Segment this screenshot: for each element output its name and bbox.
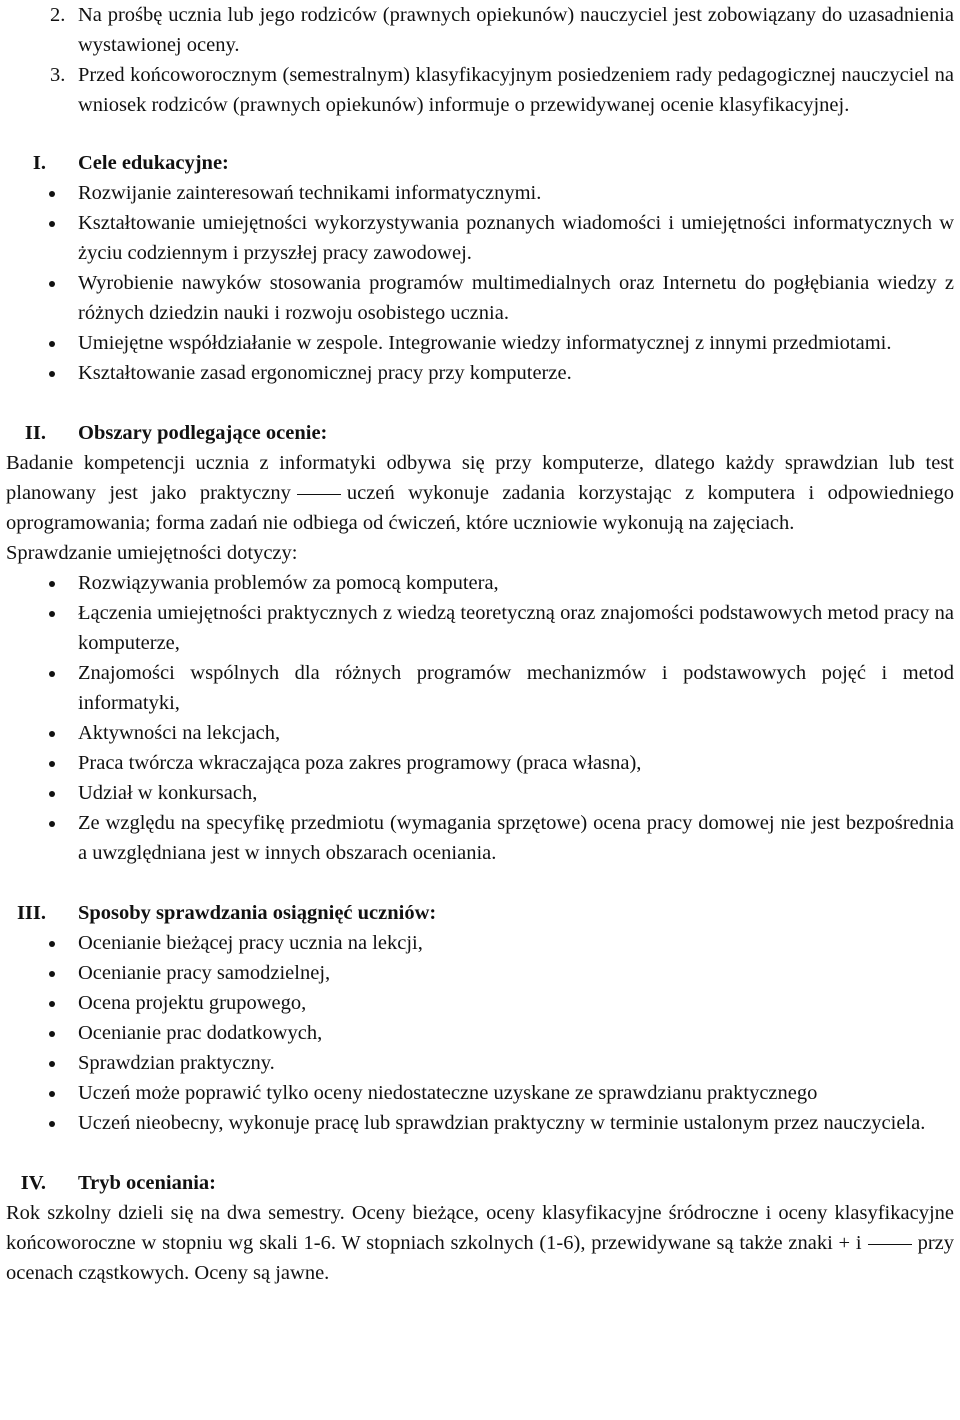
item-number: 2.: [50, 4, 66, 26]
bullet-icon: [49, 611, 55, 617]
bullet-icon: [49, 371, 55, 377]
list-item: Ocenianie bieżącej pracy ucznia na lekcji,: [6, 928, 954, 958]
bullet-icon: [49, 281, 55, 287]
list-item: Rozwijanie zainteresowań technikami informatycznymi.: [6, 178, 954, 208]
list-item: Łączenia umiejętności praktycznych z wiedzą teoretyczną oraz znajomości podstawowych metod pracy na komputerze,: [6, 598, 954, 658]
bullet-icon: [49, 971, 55, 977]
item-text: Na prośbę ucznia lub jego rodziców (prawnych opiekunów) nauczyciel jest zobowiązany do uzasadnienia wystawionej oceny.: [78, 4, 954, 56]
section-title: Tryb oceniania:: [78, 1172, 216, 1194]
section-title: Cele edukacyjne:: [78, 152, 229, 174]
section-number: IV.: [20, 1172, 46, 1194]
section-heading-assessment-areas: [6, 418, 954, 448]
bullet-icon: [49, 821, 55, 827]
section-heading-goals: [6, 148, 954, 178]
section-heading-methods: [6, 898, 954, 928]
section-heading-grading-mode: [6, 1168, 954, 1198]
list-item: Aktywności na lekcjach,: [6, 718, 954, 748]
section-title: Sposoby sprawdzania osiągnięć uczniów:: [78, 902, 437, 924]
dash-line: [868, 1244, 912, 1245]
bullet-icon: [49, 671, 55, 677]
list-item: Uczeń może poprawić tylko oceny niedostateczne uzyskane ze sprawdzianu praktycznego: [6, 1078, 954, 1108]
list-item: Znajomości wspólnych dla różnych programów mechanizmów i podstawowych pojęć i metod informatyki,: [6, 658, 954, 718]
bullet-icon: [49, 1001, 55, 1007]
list-item: Ze względu na specyfikę przedmiotu (wymagania sprzętowe) ocena pracy domowej nie jest bezpośrednia a uwzględniana jest w innych obszarach oceniania.: [6, 808, 954, 868]
bullet-icon: [49, 1031, 55, 1037]
bullet-icon: [49, 341, 55, 347]
list-item: Udział w konkursach,: [6, 778, 954, 808]
intro-item: [6, 60, 954, 120]
intro-item: [6, 0, 954, 60]
list-item: Praca twórcza wkraczająca poza zakres programowy (praca własna),: [6, 748, 954, 778]
bullet-icon: [49, 191, 55, 197]
bullet-icon: [49, 791, 55, 797]
bullet-icon: [49, 731, 55, 737]
bullet-icon: [49, 941, 55, 947]
grading-paragraph: Rok szkolny dzieli się na dwa semestry. Oceny bieżące, oceny klasyfikacyjne śródroczne i oceny klasyfikacyjne końcoworoczne w stopniu wg skali 1-6. W stopniach szkolnych (1-6), przewidywane są także znaki + i przy ocenach cząstkowych. Oceny są jawne.: [6, 1202, 954, 1284]
section-number: I.: [32, 152, 46, 174]
bullet-icon: [49, 581, 55, 587]
intro-list: [6, 0, 954, 120]
bullet-icon: [49, 1061, 55, 1067]
item-number: 3.: [50, 64, 66, 86]
list-item: Ocenianie pracy samodzielnej,: [6, 958, 954, 988]
methods-list: [6, 928, 954, 1138]
assessment-lead: Sprawdzanie umiejętności dotyczy:: [6, 542, 298, 564]
list-item: Sprawdzian praktyczny.: [6, 1048, 954, 1078]
list-item: Ocenianie prac dodatkowych,: [6, 1018, 954, 1048]
list-item: Wyrobienie nawyków stosowania programów multimedialnych oraz Internetu do pogłębiania wiedzy z różnych dziedzin nauki i rozwoju osobistego ucznia.: [6, 268, 954, 328]
dash-line: [297, 494, 341, 495]
bullet-icon: [49, 221, 55, 227]
list-item: Umiejętne współdziałanie w zespole. Integrowanie wiedzy informatycznej z innymi przedmiotami.: [6, 328, 954, 358]
assessment-list: [6, 568, 954, 868]
section-title: Obszary podlegające ocenie:: [78, 422, 328, 444]
list-item: Ocena projektu grupowego,: [6, 988, 954, 1018]
item-text: Przed końcoworocznym (semestralnym) klasyfikacyjnym posiedzeniem rady pedagogicznej nauczyciel na wniosek rodziców (prawnych opiekunów) informuje o przewidywanej ocenie klasyfikacyjnej.: [78, 64, 954, 116]
bullet-icon: [49, 1121, 55, 1127]
section-number: II.: [24, 422, 46, 444]
goals-list: [6, 178, 954, 388]
list-item: Kształtowanie umiejętności wykorzystywania poznanych wiadomości i umiejętności informatycznych w życiu codziennym i przyszłej pracy zawodowej.: [6, 208, 954, 268]
bullet-icon: [49, 1091, 55, 1097]
section-number: III.: [16, 902, 46, 924]
list-item: Rozwiązywania problemów za pomocą komputera,: [6, 568, 954, 598]
list-item: Uczeń nieobecny, wykonuje pracę lub sprawdzian praktyczny w terminie ustalonym przez nauczyciela.: [6, 1108, 954, 1138]
list-item: Kształtowanie zasad ergonomicznej pracy przy komputerze.: [6, 358, 954, 388]
bullet-icon: [49, 761, 55, 767]
assessment-paragraph: Badanie kompetencji ucznia z informatyki odbywa się przy komputerze, dlatego każdy sprawdzian lub test planowany jest jako praktyczny uczeń wykonuje zadania korzystając z komputera i odpowiedniego oprogramowania; forma zadań nie odbiega od ćwiczeń, które uczniowie wykonują na zajęciach.: [6, 452, 954, 534]
